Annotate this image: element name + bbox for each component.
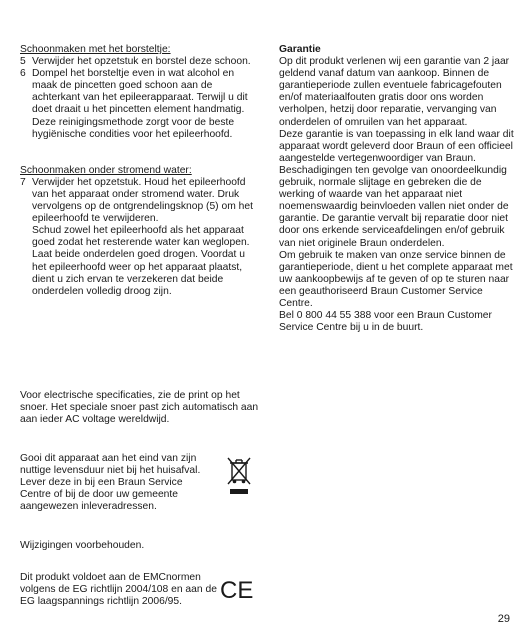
section-cleaning-water: [20, 165, 260, 298]
svg-text:CE: CE: [220, 577, 254, 602]
warranty-heading: Garantie: [279, 44, 321, 55]
section-heading-brush: Schoonmaken met het borsteltje:: [20, 44, 171, 55]
emc-text: Dit produkt voldoet aan de EMCnormen volgens de EG richtlijn 2004/108 en aan de EG laagspannings richtlijn 2006/95.: [20, 572, 217, 608]
ce-mark-icon: [220, 576, 254, 602]
list-item: 6 Dompel het borsteltje even in wat alcohol en maak de pincetten goed schoon aan de achterkant van het epileerapparaat. Terwijl u dit doet draait u het pincetten element handmatig. Deze reinigingsmethode zorgt voor de beste hygiënische condities voor het epileerhoofd.: [20, 68, 248, 140]
page-number: 29: [497, 613, 510, 625]
warranty-paragraph: Bel 0 800 44 55 388 voor een Braun Customer Service Centre bij u in de buurt.: [279, 310, 492, 334]
warranty-paragraph: Op dit produkt verlenen wij een garantie van 2 jaar geldend vanaf datum van aankoop. Binnen de garantieperiode zullen eventuele fabricagefouten en/of materiaalfouten gratis door ons worden verholpen, hetzij door reparatie, vervanging van onderdelen of omruilen van het apparaat.: [279, 56, 510, 128]
section-heading-water: Schoonmaken onder stromend water:: [20, 164, 192, 176]
crossed-out-wheelie-bin-icon: [226, 455, 252, 495]
warranty-paragraph: Om gebruik te maken van onze service binnen de garantieperiode, dient u het complete apparaat met uw aankoopbewijs af te geven of op te sturen naar een geauthoriseerd Braun Customer Service Centre.: [279, 249, 513, 309]
list-item: 7 Verwijder het opzetstuk. Houd het epileerhoofd van het apparaat onder stromend water. Druk vervolgens op de ontgrendelingsknop (5) om het epileerhoofd te verwijderen.: [20, 176, 253, 225]
emc-section: [20, 572, 260, 608]
warranty-paragraph: Deze garantie is van toepassing in elk land waar dit apparaat wordt geleverd door Braun of een officieel aangestelde vertegenwoordiger van Braun.: [279, 128, 514, 164]
disposal-text: Gooi dit apparaat aan het eind van zijn nuttige levensduur niet bij het huisafval. Lever deze in bij een Braun Service Centre of bij de door uw gemeente aangewezen inleveradressen.: [20, 453, 201, 513]
warranty-paragraph: Beschadigingen ten gevolge van onoordeelkundig gebruik, normale slijtage en gebreken die de werking of waarde van het apparaat niet noemenswaardig beinvloeden vallen niet onder de garantie. De garantie vervalt bij reparatie door niet door ons erkende serviceafdelingen en/of gebruik van niet originele Braun onderdelen.: [279, 164, 509, 249]
list-item: 5 Verwijder het opzetstuk en borstel deze schoon.: [20, 56, 251, 68]
section-cleaning-brush: [20, 44, 260, 141]
electrical-specs: Voor electrische specificaties, zie de print op het snoer. Het speciale snoer past zich automatisch aan aan ieder AC voltage wereldwijd.: [20, 390, 259, 426]
water-continuation-text: Schud zowel het epileerhoofd als het apparaat goed zodat het resterende water kan weglopen. Laat beide onderdelen goed drogen. Voordat u het epileerhoofd weer op het apparaat plaatst, dient u zich ervan te verzekeren dat beide onderdelen volledig droog zijn.: [32, 225, 250, 297]
changes-notice: Wijzigingen voorbehouden.: [20, 540, 145, 551]
disposal-section: [20, 453, 260, 513]
left-column: [20, 44, 260, 298]
right-column: [279, 44, 516, 334]
